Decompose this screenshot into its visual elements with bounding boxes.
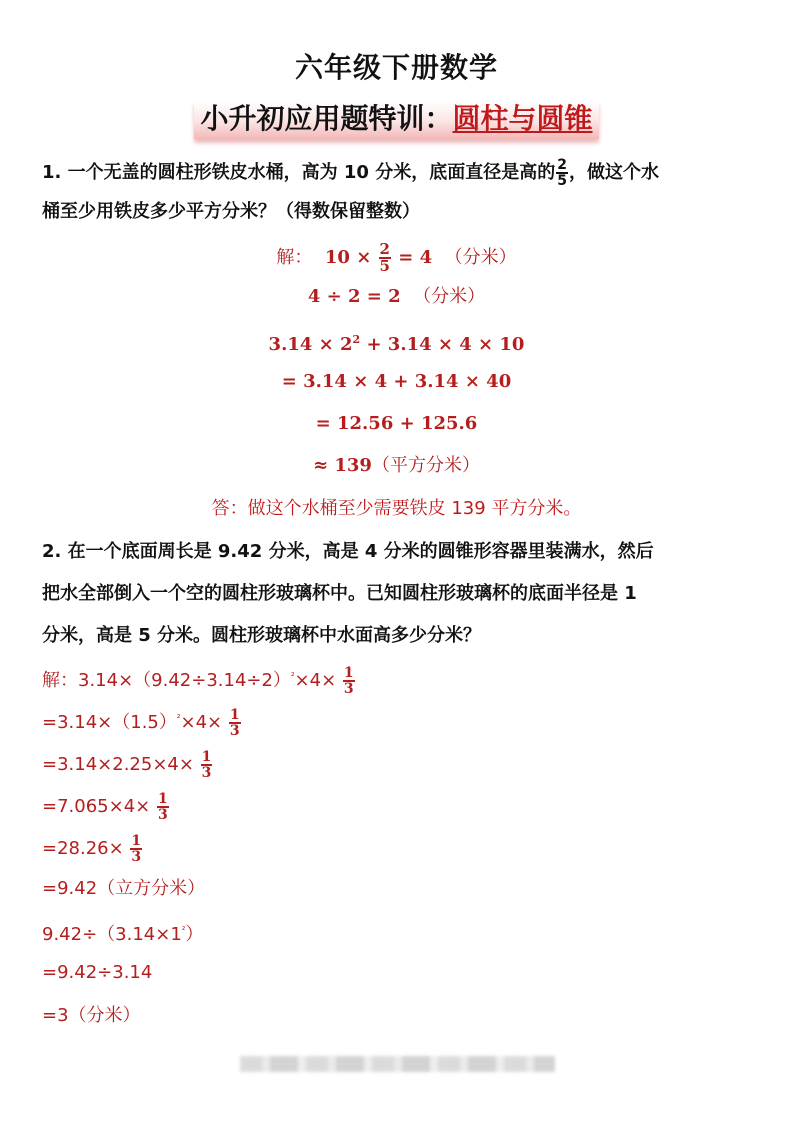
solution-2-line-5 [42, 834, 143, 864]
q1-text-a: 1. 一个无盖的圆柱形铁皮水桶，高为 10 分米，底面直径是高的 [42, 162, 556, 183]
sol2-frac-num: 1 [343, 665, 354, 681]
q1-frac-num: 2 [557, 157, 567, 173]
sol2-l7-b: ） [185, 924, 204, 945]
sol1-fraction [379, 242, 391, 274]
sol1-l2-unit: （分米） [413, 286, 486, 307]
sol1-l1-b: = 4 [391, 247, 439, 268]
blurred-footer-watermark [240, 1056, 555, 1072]
sol1-l3-exponent: 2 [352, 333, 361, 346]
sol2-l1-a: 解：3.14×（9.42÷3.14÷2） [42, 670, 291, 691]
sol2-l2-square: ² [176, 714, 181, 724]
q1-fraction [556, 158, 568, 188]
subtitle-banner [0, 101, 793, 139]
solution-2-line-8: =9.42÷3.14 [42, 962, 153, 983]
sol2-l5: =28.26× [42, 838, 130, 859]
sol2-l2-fraction [229, 708, 241, 738]
sol2-l4-fraction [157, 792, 169, 822]
sol2-l7-square: ² [181, 926, 186, 936]
solution-2-line-3 [42, 750, 213, 780]
q1-frac-den: 5 [557, 173, 567, 189]
solution-2-line-9: =3（分米） [42, 1005, 141, 1026]
question-1-line-2: 桶至少用铁皮多少平方分米？（得数保留整数） [42, 201, 420, 222]
solution-1-line-3 [0, 329, 793, 356]
solution-1-line-2 [0, 286, 793, 308]
sol1-l3-a: 3.14 × 2 [268, 334, 353, 355]
solution-2-line-6: =9.42（立方分米） [42, 878, 206, 899]
sol2-frac-den: 3 [343, 681, 354, 697]
sol1-label: 解： [276, 247, 313, 268]
sol2-frac-num: 1 [157, 791, 168, 807]
question-1-line-1 [42, 158, 659, 188]
answer-1: 答：做这个水桶至少需要铁皮 139 平方分米。 [211, 498, 582, 519]
sol2-l1-square: ² [290, 672, 295, 682]
sol2-frac-num: 1 [229, 707, 240, 723]
sol2-frac-num: 1 [201, 749, 212, 765]
solution-1-line-5: = 12.56 + 125.6 [315, 413, 478, 434]
solution-1-line-1 [0, 242, 793, 274]
solution-2-line-2 [42, 708, 242, 738]
question-2-line-3: 分米，高是 5 分米。圆柱形玻璃杯中水面高多少分米？ [42, 625, 482, 646]
page-title: 六年级下册数学 [294, 51, 498, 84]
question-2-line-2: 把水全部倒入一个空的圆柱形玻璃杯中。已知圆柱形玻璃杯的底面半径是 1 [42, 583, 637, 604]
sol2-l4: =7.065×4× [42, 796, 156, 817]
solution-1-line-4: = 3.14 × 4 + 3.14 × 40 [281, 371, 512, 392]
solution-2-line-1 [42, 666, 356, 696]
sol1-frac-den: 5 [379, 257, 390, 275]
question-2-line-1: 2. 在一个底面周长是 9.42 分米，高是 4 分米的圆锥形容器里装满水，然后 [42, 541, 654, 562]
sol2-frac-den: 3 [201, 765, 212, 781]
subtitle-topic: 圆柱与圆锥 [452, 102, 593, 135]
sol2-l5-fraction [130, 834, 142, 864]
solution-1-line-6 [0, 455, 793, 477]
sol1-l2-math: 4 ÷ 2 = 2 [307, 286, 407, 307]
sol1-l1-a: 10 × [324, 247, 378, 268]
sol2-l2-a: =3.14×（1.5） [42, 712, 177, 733]
subtitle-prefix: 小升初应用题特训： [200, 102, 453, 135]
q1-text-b: ，做这个水 [568, 162, 659, 183]
sol2-frac-den: 3 [229, 723, 240, 739]
sol2-l3-fraction [201, 750, 213, 780]
sol1-l1-unit: （分米） [444, 247, 517, 268]
sol2-l7-a: 9.42÷（3.14×1 [42, 924, 182, 945]
sol2-frac-den: 3 [157, 807, 168, 823]
sol2-l3: =3.14×2.25×4× [42, 754, 200, 775]
solution-2-line-7 [42, 920, 203, 946]
sol1-l3-b: + 3.14 × 4 × 10 [360, 334, 525, 355]
sol2-frac-num: 1 [131, 833, 142, 849]
sol1-frac-num: 2 [379, 240, 390, 258]
sol2-l2-b: ×4× [180, 712, 228, 733]
sol1-l6-math: ≈ 139 [313, 455, 372, 476]
sol2-l1-fraction [343, 666, 355, 696]
sol2-l1-b: ×4× [294, 670, 342, 691]
subtitle [194, 101, 598, 139]
sol1-l6-unit: （平方分米） [371, 455, 480, 476]
solution-2-line-4 [42, 792, 170, 822]
sol2-frac-den: 3 [131, 849, 142, 865]
